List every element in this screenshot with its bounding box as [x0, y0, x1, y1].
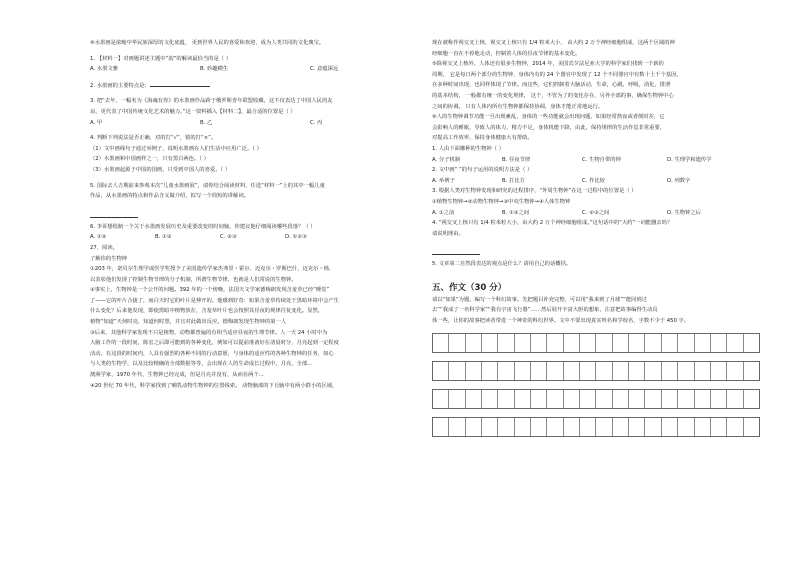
grid-cell[interactable]: [466, 362, 482, 380]
question-4-item: （3）水墨画起源于中国的国画，只受到中国人的喜爱。（ ）: [90, 166, 231, 173]
left-column: [90, 38, 410, 391]
grid-cell[interactable]: [645, 418, 661, 436]
grid-cell[interactable]: [711, 418, 727, 436]
grid-cell[interactable]: [727, 362, 743, 380]
grid-cell[interactable]: [662, 418, 678, 436]
grid-cell[interactable]: [564, 390, 580, 408]
grid-cell[interactable]: [645, 390, 661, 408]
grid-cell[interactable]: [678, 390, 694, 408]
grid-cell[interactable]: [433, 334, 449, 352]
question-4-line: 请说明理由。: [432, 230, 464, 237]
grid-cell[interactable]: [498, 362, 514, 380]
question-2: 2. 文中画“ ”的句子运用的说明方法是（ ）: [432, 167, 533, 174]
passage-line: 之间的协调。 只有人体内所有生物钟都保持协调，身体才能正常地运行。: [432, 103, 604, 110]
essay-prompt-line: 请以“如果”为题，编写一个科幻故事。先把题目补充完整，可以用“我来到了月球”“能回到过: [432, 296, 648, 303]
option-b[interactable]: B. ①②之间: [502, 209, 530, 216]
grid-cell[interactable]: [727, 390, 743, 408]
grid-cell[interactable]: [547, 390, 563, 408]
question-4: 4. 判断下列说法是否正确，对的打“√”，错的打“×”。: [90, 135, 217, 142]
grid-cell[interactable]: [482, 334, 498, 352]
grid-cell[interactable]: [498, 418, 514, 436]
option-c[interactable]: C. ②③之间: [582, 209, 610, 216]
option-d[interactable]: D. 生理学和遗传学: [667, 156, 712, 163]
option-a[interactable]: A. 甲: [90, 119, 103, 126]
question-3-line: 谊，更代表了中国传统文化艺术的魅力。”这一资料插入【材料二】，最合适的位置是（ ）: [90, 108, 296, 115]
grid-cell[interactable]: [711, 390, 727, 408]
grid-cell[interactable]: [727, 334, 743, 352]
grid-cell[interactable]: [580, 390, 596, 408]
section-title: 五、作文（30 分）: [432, 282, 507, 293]
passage-line: 经细胞一直在不停地走动，控制着人体的昼夜节律的基本变化。: [432, 50, 581, 57]
question-3-options: [90, 118, 410, 129]
essay-writing-grid[interactable]: [432, 333, 760, 437]
grid-cell[interactable]: [596, 362, 612, 380]
option-c[interactable]: C. 生物自带的钟: [582, 156, 621, 163]
grid-cell[interactable]: [711, 362, 727, 380]
grid-cell[interactable]: [645, 334, 661, 352]
option-d[interactable]: D. 生物钟之后: [667, 209, 701, 216]
option-d[interactable]: D. ①②③: [285, 234, 307, 241]
grid-row[interactable]: [432, 333, 760, 353]
option-c[interactable]: C. ②③: [220, 234, 237, 241]
grid-cell[interactable]: [515, 362, 531, 380]
option-b[interactable]: B. 昼夜节律: [502, 156, 531, 163]
grid-cell[interactable]: [531, 390, 547, 408]
grid-cell[interactable]: [678, 362, 694, 380]
grid-cell[interactable]: [596, 418, 612, 436]
question-3-line: 3. 把“去年，一幅名为《海魂有你》的水墨画作品跨于俄罗斯青年联盟收藏，这不仅表达了中国人民的友: [90, 98, 333, 105]
grid-cell[interactable]: [580, 334, 596, 352]
question-2: [90, 80, 410, 92]
grid-cell[interactable]: [564, 418, 580, 436]
grid-cell[interactable]: [449, 334, 465, 352]
grid-cell[interactable]: [531, 418, 547, 436]
question-5-line: 作品，从水墨画的特点和作品含义做介绍，拟写一个简短的讲解词。: [90, 193, 249, 200]
option-a[interactable]: A. ①②: [90, 234, 107, 241]
essay-prompt-line: 去”“我成了一名科学家”“我有宇宙飞行器”……然后展开丰富大胆的想象，注意把故事编得生动具: [432, 307, 658, 314]
passage-line: ⑥人的生物钟调节功能一旦出现紊乱，身体的一些功能就会出现问题，如果经常熬夜或者倒时差，它: [432, 114, 665, 121]
grid-cell[interactable]: [564, 362, 580, 380]
passage-line: ⑤除视交叉上核外，人体还有很多生物钟，2014 年，美国宾夕法尼亚大学的科学家们找到一个新的: [432, 61, 664, 68]
grid-cell[interactable]: [515, 418, 531, 436]
grid-cell[interactable]: [580, 418, 596, 436]
question-3-options: [432, 208, 762, 219]
passage-line: ②事实上，生物钟是一个公开的问题。392 年的一个傍晚，法国天文学家德梅朗发现含羞草已经“睡觉”: [90, 287, 330, 294]
question-1-options: [432, 155, 762, 166]
passage-line: 了——它的叶片合拢了，而白天时它的叶片是伸开的。他感到好奇：如果含羞草持续处于黑暗环境中会产生: [90, 297, 339, 304]
option-a[interactable]: A. ①之前: [432, 209, 455, 216]
grid-cell[interactable]: [466, 418, 482, 436]
passage-line: 对提高工作效率，保持身体健康大有帮助。: [432, 135, 533, 142]
grid-cell[interactable]: [613, 418, 629, 436]
grid-cell[interactable]: [629, 390, 645, 408]
grid-cell[interactable]: [433, 362, 449, 380]
grid-cell[interactable]: [547, 334, 563, 352]
grid-cell[interactable]: [531, 334, 547, 352]
question-4-item: （1）文中画线句子通过举例子，说明水墨画在人们生活中应用广泛。（ ）: [90, 145, 262, 152]
question-3: 3. 根据人类对生物钟发现和研究的过程排序，“外周生物钟”在这一过程中的位置是（ ）: [432, 188, 637, 195]
grid-cell[interactable]: [433, 418, 449, 436]
option-a[interactable]: A. 举例子: [432, 177, 455, 184]
grid-cell[interactable]: [547, 418, 563, 436]
option-b[interactable]: B. 乙: [200, 119, 213, 126]
grid-cell[interactable]: [629, 334, 645, 352]
grid-cell[interactable]: [613, 362, 629, 380]
question-5: 5. 文章第二自然段表达的观点是什么？请用自己的话概括。: [432, 261, 572, 268]
passage-line: 澳洲学家，1970 年代，生物钟已经完成，但是月亮并没有，从而在两个...: [90, 372, 264, 379]
question-4-item: （2）水墨画和中国画样之一，只有黑白两色。（ ）: [90, 156, 209, 163]
grid-cell[interactable]: [695, 334, 711, 352]
grid-cell[interactable]: [515, 390, 531, 408]
passage-line: 的基本结构， 一般都有统一的变化规律， 这个，不管为了的变化存在，另外全部的事，确保生物钟中心: [432, 92, 674, 99]
grid-cell[interactable]: [449, 418, 465, 436]
passage-line: 在多种时间出现，也同样体现了节律。而这些，它们控制着大脑活动，生命，心跳，呼吸，消化，排泄: [432, 82, 671, 89]
option-c[interactable]: C. 作比较: [582, 177, 605, 184]
grid-cell[interactable]: [498, 390, 514, 408]
grid-cell[interactable]: [662, 334, 678, 352]
grid-cell[interactable]: [678, 418, 694, 436]
grid-cell[interactable]: [433, 390, 449, 408]
question-6: 6. 李哥想绘制一个关于水墨画发展历史及重要改变的时间轴，你建议他仔细阅读哪些段落？（ ）: [90, 223, 316, 230]
question-6-options: [90, 232, 410, 243]
passage-line: 以表彰他们发现了控制生物节律的分子机制，所谓生物节律，也就是人们常说的生物钟。: [90, 276, 297, 283]
grid-cell[interactable]: [498, 334, 514, 352]
grid-cell[interactable]: [596, 390, 612, 408]
grid-cell[interactable]: [596, 334, 612, 352]
grid-cell[interactable]: [662, 362, 678, 380]
grid-cell[interactable]: [449, 362, 465, 380]
grid-cell[interactable]: [580, 362, 596, 380]
grid-cell[interactable]: [695, 362, 711, 380]
grid-cell[interactable]: [645, 362, 661, 380]
grid-cell[interactable]: [744, 334, 759, 352]
question-2-options: [432, 176, 762, 187]
answer-blank[interactable]: [150, 80, 210, 87]
passage-line: ④20 世纪 70 年代，科学家找到了哺乳动物生物钟的位置线索。 动物脑部的下丘脑中有两小群小的区域，: [90, 382, 338, 389]
grid-cell[interactable]: [695, 390, 711, 408]
grid-cell[interactable]: [466, 390, 482, 408]
question-1-options: [90, 64, 410, 75]
grid-cell[interactable]: [466, 334, 482, 352]
essay-prompt-line: 体一些，让你的故事把读者带进一个神奇的科幻世界。文中不要出现真实姓名和学校名，字数不少于 450 字。: [432, 318, 690, 325]
passage-line: ①203 年，诺贝尔生理学或医学奖授予了美国遗传学家杰弗里・霍尔、迈克尔・罗斯巴什、迈克尔・杨，: [90, 266, 335, 273]
grid-cell[interactable]: [613, 390, 629, 408]
grid-cell[interactable]: [695, 418, 711, 436]
question-5-line: 5. 国际去人吉期前来参观本次“儿童水墨画展”，请你结合阅读材料，任选“材料一”上的其中一幅儿童: [90, 182, 325, 189]
question-27: 27、阅读。: [90, 244, 118, 251]
option-a[interactable]: A. 分子机制: [432, 156, 461, 163]
question-2-text: 2. 水墨画的主要特点是：: [90, 82, 150, 89]
passage-line: 周期， 它是每日两个部分的生物钟，身体内有的 24 个器官中发现了 12 个不同器官中有数十上千个基因，: [432, 71, 682, 78]
grid-cell[interactable]: [564, 334, 580, 352]
passage-line: ③后来，其他科学家发现不只是植物，动物都普遍的有相当适应昼夜的生理节律。人一天 24 小时中为: [90, 329, 328, 336]
grid-cell[interactable]: [662, 390, 678, 408]
grid-cell[interactable]: [482, 362, 498, 380]
grid-cell[interactable]: [678, 334, 694, 352]
passage-line: 与人类的生物学，以及比较精确的全部数据等等，会出现在人的生命成长过程中，月亮，全部...: [90, 361, 313, 368]
passage-line: 活动。在这段的时间内，人具有强烈的各种不同的行动意愿，与身体的适应性的各种生物钟的任务，如心: [90, 350, 334, 357]
grid-cell[interactable]: [629, 362, 645, 380]
passage-line: 什么变化？后来他发现，即使黑暗中植物放在，含羞草叶片也会按照其昼夜的规律往复变化。显然，: [90, 308, 324, 315]
grid-cell[interactable]: [727, 418, 743, 436]
question-3-chain: ①植物生物钟→②动物生物钟→③中央生物钟→④人体生物钟: [432, 198, 571, 205]
grid-cell[interactable]: [629, 418, 645, 436]
question-1: 1. 【材料一】对画题讲述主题中“韵”的解读最恰当的是（ ）: [90, 55, 232, 62]
option-b[interactable]: B. 打比方: [502, 177, 525, 184]
grid-row[interactable]: [432, 417, 760, 437]
passage-line: 会影响人的睡眠，导致人的体力、精力不足，身体机能下降，由此，保持规律的生活作息非常重要，: [432, 124, 666, 131]
passage-line: 现在被称作视交叉上核，视交叉上核只有 1/4 粒米大小， 由大约 2 万个神经细胞组成，这两个区域的神: [432, 40, 675, 46]
grid-row[interactable]: [432, 389, 760, 409]
option-b[interactable]: B. ①③: [155, 234, 172, 241]
grid-cell[interactable]: [744, 362, 759, 380]
grid-cell[interactable]: [547, 362, 563, 380]
passage-title: 了解你的生物钟: [90, 255, 128, 262]
grid-cell[interactable]: [744, 418, 759, 436]
right-column: [432, 38, 762, 445]
grid-cell[interactable]: [482, 390, 498, 408]
answer-line[interactable]: [432, 248, 480, 255]
question-1: 1. 人由下面哪种的生物钟（ ）: [432, 145, 504, 152]
grid-cell[interactable]: [449, 390, 465, 408]
option-a[interactable]: A. 水墨文雅: [90, 66, 119, 73]
grid-cell[interactable]: [744, 390, 759, 408]
answer-line[interactable]: [90, 211, 138, 218]
passage-line: 大脑工作的一段时间，陈宏之后即可能到的各种变化，例如可以提前准备好在清晨时分，月亮起到一定程度: [90, 340, 339, 347]
grid-cell[interactable]: [711, 334, 727, 352]
grid-row[interactable]: [432, 361, 760, 381]
grid-cell[interactable]: [613, 334, 629, 352]
grid-cell[interactable]: [531, 362, 547, 380]
option-c[interactable]: C. 丙: [310, 119, 323, 126]
grid-cell[interactable]: [482, 418, 498, 436]
option-c[interactable]: C. 意蕴深远: [310, 66, 339, 73]
passage-line: 植物“知道”天何时亮，知道何时黑，并且对此做出反应。德梅朗发现生物钟的第一人: [90, 319, 287, 326]
question-4-line: 4. “视交叉上核只有 1/4 粒米粒大小，由大约 2 万个神经细胞组成。”这句话中的“大约”一词能删去吗？: [432, 220, 673, 227]
option-b[interactable]: B. 妙趣横生: [200, 66, 229, 73]
option-d[interactable]: D. 列数字: [667, 177, 691, 184]
grid-cell[interactable]: [515, 334, 531, 352]
intro-line: ⑥水墨画是浓缩中华民族深厚的文化底蕴， 更到世界人民的喜爱和欢迎，成为人类共同的文化瑰宝。: [90, 40, 325, 46]
